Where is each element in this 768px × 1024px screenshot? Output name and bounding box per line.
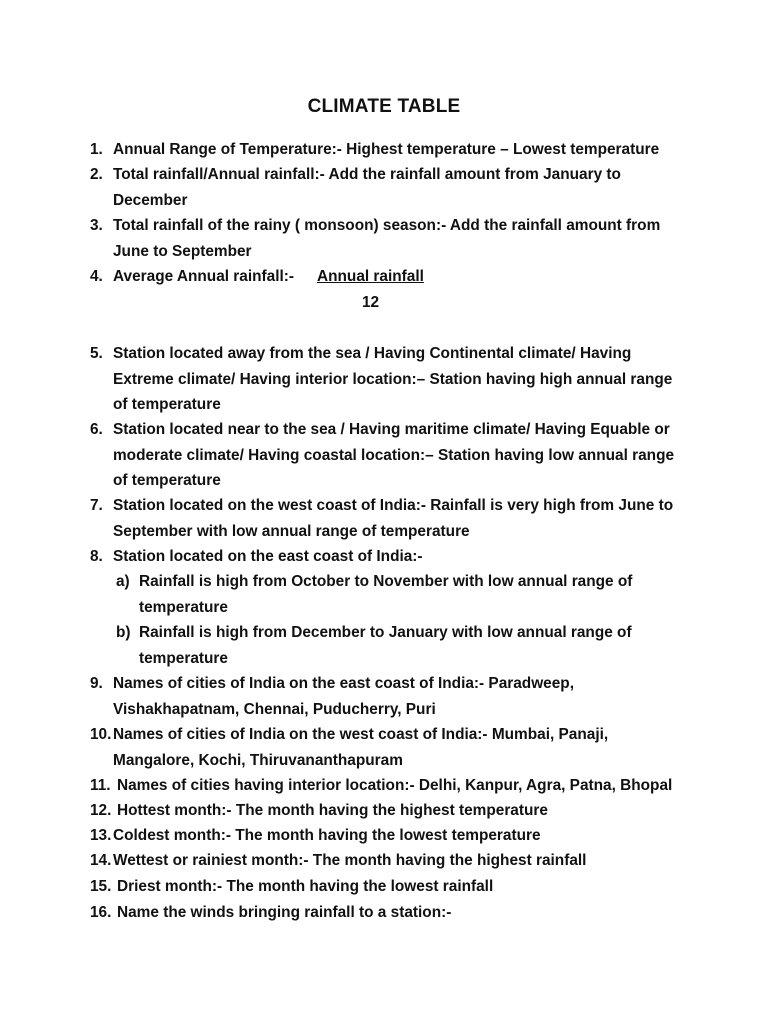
item-line: Names of cities of India on the west coast of India:- Mumbai, Panaji, — [113, 726, 609, 743]
item-line: Names of cities having interior location:- Delhi, Kanpur, Agra, Patna, Bhopal — [117, 777, 673, 794]
item-number: 8. — [90, 548, 103, 565]
item-number: b) — [116, 624, 131, 641]
item-line: temperature — [139, 650, 228, 667]
fraction-denominator: 12 — [362, 294, 380, 311]
item-line: Extreme climate/ Having interior location:– Station having high annual range — [113, 371, 673, 388]
item-line: of temperature — [113, 396, 221, 413]
item-line: Total rainfall of the rainy ( monsoon) season:- Add the rainfall amount from — [113, 217, 661, 234]
item-number: 7. — [90, 497, 103, 514]
item-number: 11. — [90, 777, 111, 794]
item-line: Station located on the west coast of India:- Rainfall is very high from June to — [113, 497, 674, 514]
item-line: Name the winds bringing rainfall to a station:- — [117, 904, 452, 921]
item-number: 16. — [90, 904, 112, 921]
item-line: Coldest month:- The month having the lowest temperature — [113, 827, 541, 844]
item-line: Station located near to the sea / Having maritime climate/ Having Equable or — [113, 421, 670, 438]
item-number: 1. — [90, 141, 103, 158]
item-line: of temperature — [113, 472, 221, 489]
item-number: 14. — [90, 852, 112, 869]
item-line: temperature — [139, 599, 228, 616]
item-number: 15. — [90, 878, 112, 895]
item-line: Station located away from the sea / Having Continental climate/ Having — [113, 345, 632, 362]
item-line: Vishakhapatnam, Chennai, Puducherry, Puri — [113, 701, 436, 718]
item-line: December — [113, 192, 188, 209]
item-number: 3. — [90, 217, 103, 234]
item-number: 6. — [90, 421, 103, 438]
item-line: Station located on the east coast of India:- — [113, 548, 423, 565]
item-line: June to September — [113, 243, 252, 260]
item-number: 4. — [90, 268, 103, 285]
item-number: 9. — [90, 675, 103, 692]
item-line: Names of cities of India on the east coast of India:- Paradweep, — [113, 675, 574, 692]
item-line: Wettest or rainiest month:- The month having the highest rainfall — [113, 852, 587, 869]
item-line: September with low annual range of temperature — [113, 523, 470, 540]
item-number: 13. — [90, 827, 112, 844]
item-line: moderate climate/ Having coastal location:– Station having low annual range — [113, 447, 675, 464]
item-line: Hottest month:- The month having the highest temperature — [117, 802, 548, 819]
item-number: 10. — [90, 726, 112, 743]
fraction-numerator: Annual rainfall — [317, 268, 424, 285]
item-line: Driest month:- The month having the lowest rainfall — [117, 878, 494, 895]
item-number: a) — [116, 573, 130, 590]
item-number: 5. — [90, 345, 103, 362]
item-line: Total rainfall/Annual rainfall:- Add the rainfall amount from January to — [113, 166, 621, 183]
item-line: Rainfall is high from December to January with low annual range of — [139, 624, 632, 641]
item-line: Rainfall is high from October to November with low annual range of — [139, 573, 633, 590]
page-title: CLIMATE TABLE — [307, 96, 461, 117]
item-number: 12. — [90, 802, 112, 819]
item-number: 2. — [90, 166, 103, 183]
item-line: Annual Range of Temperature:- Highest temperature – Lowest temperature — [113, 141, 660, 158]
item-line: Average Annual rainfall:- — [113, 268, 295, 285]
item-line: Mangalore, Kochi, Thiruvananthapuram — [113, 752, 403, 769]
